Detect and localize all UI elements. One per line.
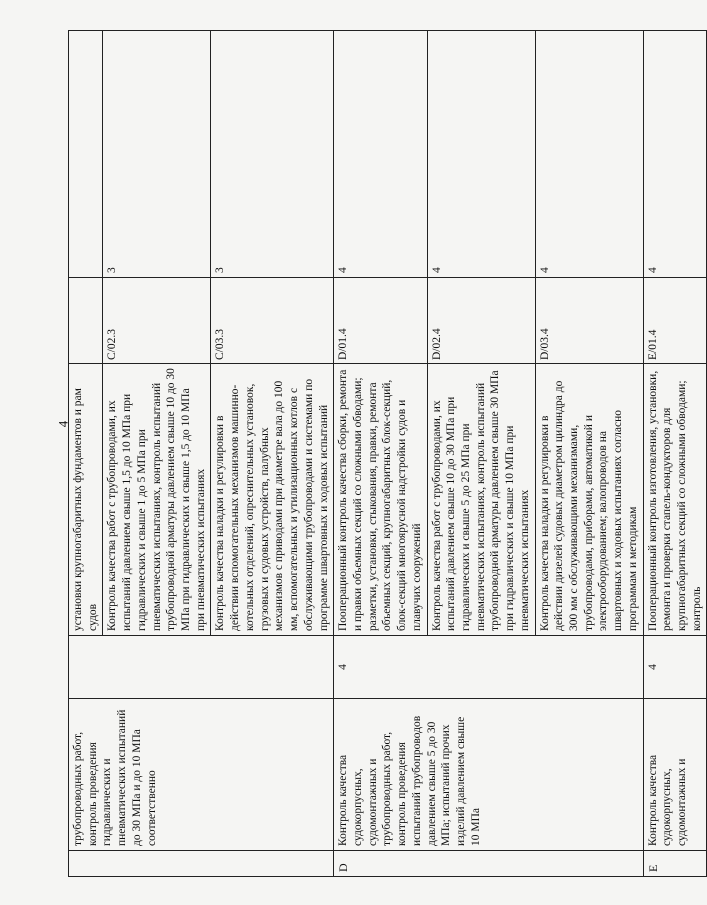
rotated-table-container xyxy=(68,31,703,877)
function-code: E/01.4 xyxy=(643,278,707,364)
competency-table xyxy=(68,30,707,877)
function-name: Контроль качества работ с трубопроводами, их испытаний давлением свыше 10 до 30 МПа при гидравлических и свыше 5 до 25 МПа при пневматических испытаниях, контроль испытаний трубопроводной арматуры давлением свыше 30 МПа при гидравлических и свыше 10 МПа при пневматических испытаниях xyxy=(427,364,535,636)
page-number: 4 xyxy=(55,420,71,428)
row-letter xyxy=(69,851,334,877)
function-name: Пооперационный контроль качества сборки, ремонта и правки объемных секций со сложными обводами; разметки, установки, стыкования, правки, ремонта объемных секций, крупногабаритных блок-секций, блок-секций многоярусной надстройки судов и плавучих сооружений xyxy=(334,364,427,636)
group-level xyxy=(69,636,334,699)
group-level: 4 xyxy=(643,636,707,699)
function-code: D/01.4 xyxy=(334,278,427,364)
group-name: трубопроводных работ, контроль проведения гидравлических и пневматических испытаний до 30 МПа и до 10 МПа соответственно xyxy=(69,699,334,851)
function-level: 4 xyxy=(427,31,535,278)
function-code xyxy=(69,278,103,364)
function-level: 4 xyxy=(334,31,427,278)
row-letter: E xyxy=(643,851,707,877)
table-row xyxy=(334,31,427,877)
function-code: C/03.3 xyxy=(211,278,334,364)
group-name: Контроль качества судокорпусных, судомонтажных и xyxy=(643,699,707,851)
function-level xyxy=(69,31,103,278)
function-level: 4 xyxy=(643,31,707,278)
function-name: установки крупногабаритных фундаментов и рам судов xyxy=(69,364,103,636)
group-name: Контроль качества судокорпусных, судомонтажных и трубопроводных работ, контроль проведения испытаний трубопроводов давлением свыше 5 до 30 МПа; испытаний прочих изделий давлением свыше 10 МПа xyxy=(334,699,643,851)
function-name: Контроль качества наладки и регулировки в действии дизелей судовых диаметром цилиндра до 300 мм с обслуживающими механизмами, трубопроводами, приборами, автоматикой и электрооборудованием; валопроводов на швартовных и ходовых испытаниях согласно программам и методикам xyxy=(535,364,643,636)
table-row xyxy=(69,31,103,877)
function-name: Контроль качества наладки и регулировки в действии вспомогательных механизмов машинно-котельных отделений, опреснительных установок, грузовых и судовых устройств, палубных механизмов с приводами при диаметре вала до 100 мм, вспомогательных и утилизационных котлов с обслуживающими трубопроводами и системами по программе швартовных и ходовых испытаний xyxy=(211,364,334,636)
function-code: D/03.4 xyxy=(535,278,643,364)
function-level: 3 xyxy=(211,31,334,278)
function-name: Контроль качества работ с трубопроводами, их испытаний давлением свыше 1,5 до 10 МПа при гидравлических и свыше 1 до 5 МПа при пневматических испытаниях, контроль испытаний трубопроводной арматуры давлением свыше 10 до 30 МПа при гидравлических и свыше 1,5 до 10 МПа при пневматических испытаниях xyxy=(103,364,211,636)
function-code: C/02.3 xyxy=(103,278,211,364)
function-level: 3 xyxy=(103,31,211,278)
group-level: 4 xyxy=(334,636,643,699)
row-letter: D xyxy=(334,851,643,877)
table-row xyxy=(643,31,707,877)
function-code: D/02.4 xyxy=(427,278,535,364)
function-name: Пооперационный контроль изготовления, установки, ремонта и проверки стапель-кондукторов для крупногабаритных секций со сложными обводами; контроль xyxy=(643,364,707,636)
function-level: 4 xyxy=(535,31,643,278)
